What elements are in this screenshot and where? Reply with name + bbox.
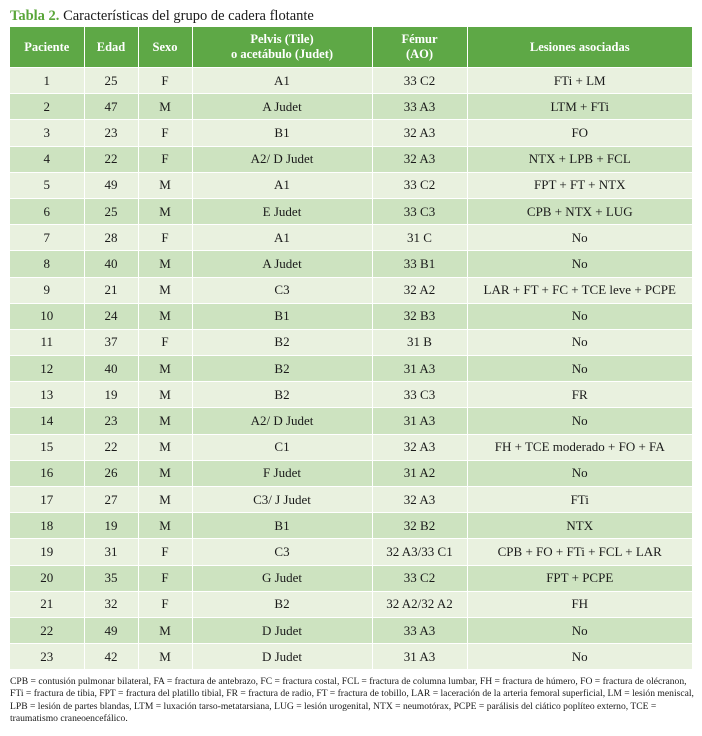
cell-sexo: F (138, 146, 192, 172)
cell-edad: 25 (84, 68, 138, 94)
cell-edad: 49 (84, 172, 138, 198)
cell-paciente: 3 (10, 120, 84, 146)
cell-paciente: 23 (10, 644, 84, 670)
cell-sexo: M (138, 617, 192, 643)
cell-edad: 22 (84, 146, 138, 172)
cell-femur: 31 A3 (372, 644, 467, 670)
cell-lesiones: CPB + NTX + LUG (467, 198, 692, 224)
cell-pelvis: B2 (192, 356, 372, 382)
header-femur-line2: (AO) (405, 47, 434, 61)
header-pelvis (192, 27, 372, 68)
table-row (10, 408, 692, 434)
cell-paciente: 14 (10, 408, 84, 434)
cell-pelvis: B2 (192, 382, 372, 408)
cell-paciente: 20 (10, 565, 84, 591)
cell-sexo: M (138, 277, 192, 303)
cell-edad: 42 (84, 644, 138, 670)
cell-paciente: 13 (10, 382, 84, 408)
table-caption-title: Características del grupo de cadera flotante (63, 8, 314, 24)
table-row (10, 277, 692, 303)
table-header (10, 27, 692, 68)
cell-lesiones: FPT + PCPE (467, 565, 692, 591)
cell-pelvis: C3/ J Judet (192, 487, 372, 513)
table-row (10, 434, 692, 460)
cell-sexo: M (138, 172, 192, 198)
cell-sexo: M (138, 434, 192, 460)
cell-paciente: 22 (10, 617, 84, 643)
table-row (10, 68, 692, 94)
cell-lesiones: LAR + FT + FC + TCE leve + PCPE (467, 277, 692, 303)
cell-lesiones: No (467, 225, 692, 251)
cell-femur: 31 A3 (372, 356, 467, 382)
cell-paciente: 7 (10, 225, 84, 251)
cell-edad: 23 (84, 408, 138, 434)
cell-paciente: 16 (10, 460, 84, 486)
cell-femur: 32 A3 (372, 487, 467, 513)
cell-sexo: M (138, 408, 192, 434)
cell-edad: 49 (84, 617, 138, 643)
cell-edad: 23 (84, 120, 138, 146)
cell-femur: 33 C3 (372, 198, 467, 224)
cell-lesiones: FPT + FT + NTX (467, 172, 692, 198)
cell-sexo: M (138, 644, 192, 670)
cell-sexo: M (138, 94, 192, 120)
cell-edad: 19 (84, 513, 138, 539)
table-row (10, 644, 692, 670)
cell-edad: 47 (84, 94, 138, 120)
cell-paciente: 1 (10, 68, 84, 94)
cell-femur: 33 C2 (372, 565, 467, 591)
cell-femur: 33 A3 (372, 94, 467, 120)
cell-pelvis: C1 (192, 434, 372, 460)
cell-sexo: M (138, 487, 192, 513)
table-row (10, 539, 692, 565)
table-row (10, 513, 692, 539)
table-row (10, 487, 692, 513)
table-row (10, 146, 692, 172)
patients-table (10, 27, 692, 669)
cell-paciente: 5 (10, 172, 84, 198)
cell-sexo: M (138, 198, 192, 224)
table-row (10, 120, 692, 146)
cell-femur: 31 A2 (372, 460, 467, 486)
header-pelvis-line2: o acetábulo (Judet) (230, 47, 334, 61)
header-sexo: Sexo (138, 27, 192, 68)
cell-lesiones: FR (467, 382, 692, 408)
cell-femur: 32 A3 (372, 434, 467, 460)
table-row (10, 329, 692, 355)
cell-lesiones: No (467, 329, 692, 355)
cell-lesiones: No (467, 617, 692, 643)
cell-pelvis: D Judet (192, 644, 372, 670)
cell-lesiones: FH + TCE moderado + FO + FA (467, 434, 692, 460)
cell-edad: 32 (84, 591, 138, 617)
cell-pelvis: A Judet (192, 251, 372, 277)
cell-paciente: 6 (10, 198, 84, 224)
cell-femur: 32 A3 (372, 120, 467, 146)
table-caption-label: Tabla 2. (10, 8, 60, 24)
cell-lesiones: No (467, 251, 692, 277)
header-pelvis-line1: Pelvis (Tile) (250, 32, 314, 46)
cell-edad: 31 (84, 539, 138, 565)
cell-femur: 31 B (372, 329, 467, 355)
cell-pelvis: A2/ D Judet (192, 408, 372, 434)
cell-edad: 27 (84, 487, 138, 513)
cell-lesiones: FTi (467, 487, 692, 513)
cell-lesiones: No (467, 460, 692, 486)
cell-lesiones: No (467, 303, 692, 329)
cell-edad: 21 (84, 277, 138, 303)
cell-pelvis: A1 (192, 225, 372, 251)
header-edad: Edad (84, 27, 138, 68)
cell-edad: 24 (84, 303, 138, 329)
table-row (10, 251, 692, 277)
cell-sexo: M (138, 460, 192, 486)
table-row (10, 356, 692, 382)
cell-pelvis: E Judet (192, 198, 372, 224)
cell-edad: 19 (84, 382, 138, 408)
table-row (10, 303, 692, 329)
cell-paciente: 9 (10, 277, 84, 303)
cell-sexo: F (138, 225, 192, 251)
cell-pelvis: C3 (192, 539, 372, 565)
cell-paciente: 11 (10, 329, 84, 355)
header-paciente: Paciente (10, 27, 84, 68)
cell-sexo: F (138, 539, 192, 565)
cell-lesiones: CPB + FO + FTi + FCL + LAR (467, 539, 692, 565)
cell-edad: 28 (84, 225, 138, 251)
header-femur-line1: Fémur (401, 32, 438, 46)
cell-pelvis: B1 (192, 120, 372, 146)
cell-lesiones: NTX (467, 513, 692, 539)
cell-pelvis: B1 (192, 513, 372, 539)
table-row (10, 565, 692, 591)
cell-pelvis: A2/ D Judet (192, 146, 372, 172)
cell-pelvis: D Judet (192, 617, 372, 643)
cell-femur: 31 A3 (372, 408, 467, 434)
cell-sexo: M (138, 303, 192, 329)
cell-pelvis: A1 (192, 68, 372, 94)
header-row (10, 27, 692, 68)
table-row (10, 172, 692, 198)
table-caption (10, 7, 314, 25)
table-row (10, 617, 692, 643)
cell-sexo: F (138, 565, 192, 591)
cell-paciente: 8 (10, 251, 84, 277)
cell-edad: 25 (84, 198, 138, 224)
cell-sexo: F (138, 120, 192, 146)
cell-sexo: F (138, 329, 192, 355)
cell-femur: 32 B2 (372, 513, 467, 539)
cell-pelvis: C3 (192, 277, 372, 303)
cell-femur: 32 A2/32 A2 (372, 591, 467, 617)
cell-paciente: 21 (10, 591, 84, 617)
cell-femur: 32 A3 (372, 146, 467, 172)
cell-paciente: 17 (10, 487, 84, 513)
cell-edad: 22 (84, 434, 138, 460)
table-row (10, 225, 692, 251)
cell-sexo: M (138, 251, 192, 277)
cell-femur: 32 A2 (372, 277, 467, 303)
table-body (10, 68, 692, 670)
cell-femur: 32 B3 (372, 303, 467, 329)
cell-paciente: 19 (10, 539, 84, 565)
cell-paciente: 15 (10, 434, 84, 460)
cell-pelvis: B1 (192, 303, 372, 329)
cell-femur: 33 C2 (372, 172, 467, 198)
cell-lesiones: LTM + FTi (467, 94, 692, 120)
table-row (10, 460, 692, 486)
cell-lesiones: FH (467, 591, 692, 617)
header-femur (372, 27, 467, 68)
table-footnote: CPB = contusión pulmonar bilateral, FA = fractura de antebrazo, FC = fractura costal, FCL = fractura de columna lumbar, FH = fractura de húmero, FO = fractura de olécranon, FTi = fractura de tibia, FPT = fractura del platillo tibial, FR = fractura de radio, FT = fractura de tobillo, LAR = laceración de la arteria femoral superficial, LM = lesión meniscal, LPB = lesión de partes blandas, LTM = luxación tarso-metatarsiana, LUG = lesión urogenital, NTX = neumotórax, PCPE = parálisis del ciático poplíteo externo, TCE = traumatismo craneoencefálico. (10, 676, 694, 725)
cell-femur: 33 A3 (372, 617, 467, 643)
cell-edad: 26 (84, 460, 138, 486)
cell-lesiones: FTi + LM (467, 68, 692, 94)
cell-femur: 33 C2 (372, 68, 467, 94)
cell-sexo: F (138, 591, 192, 617)
cell-femur: 32 A3/33 C1 (372, 539, 467, 565)
table-row (10, 94, 692, 120)
cell-pelvis: A1 (192, 172, 372, 198)
cell-paciente: 10 (10, 303, 84, 329)
cell-paciente: 4 (10, 146, 84, 172)
cell-lesiones: No (467, 408, 692, 434)
cell-femur: 33 C3 (372, 382, 467, 408)
cell-pelvis: B2 (192, 591, 372, 617)
cell-femur: 33 B1 (372, 251, 467, 277)
cell-sexo: M (138, 356, 192, 382)
table-row (10, 198, 692, 224)
cell-sexo: F (138, 68, 192, 94)
cell-paciente: 2 (10, 94, 84, 120)
cell-edad: 37 (84, 329, 138, 355)
cell-paciente: 18 (10, 513, 84, 539)
cell-pelvis: B2 (192, 329, 372, 355)
cell-pelvis: A Judet (192, 94, 372, 120)
cell-lesiones: No (467, 356, 692, 382)
cell-edad: 40 (84, 356, 138, 382)
cell-paciente: 12 (10, 356, 84, 382)
cell-pelvis: F Judet (192, 460, 372, 486)
cell-edad: 40 (84, 251, 138, 277)
cell-lesiones: No (467, 644, 692, 670)
header-lesiones: Lesiones asociadas (467, 27, 692, 68)
cell-edad: 35 (84, 565, 138, 591)
cell-femur: 31 C (372, 225, 467, 251)
cell-sexo: M (138, 513, 192, 539)
cell-lesiones: FO (467, 120, 692, 146)
cell-pelvis: G Judet (192, 565, 372, 591)
table-row (10, 382, 692, 408)
cell-lesiones: NTX + LPB + FCL (467, 146, 692, 172)
cell-sexo: M (138, 382, 192, 408)
table-row (10, 591, 692, 617)
